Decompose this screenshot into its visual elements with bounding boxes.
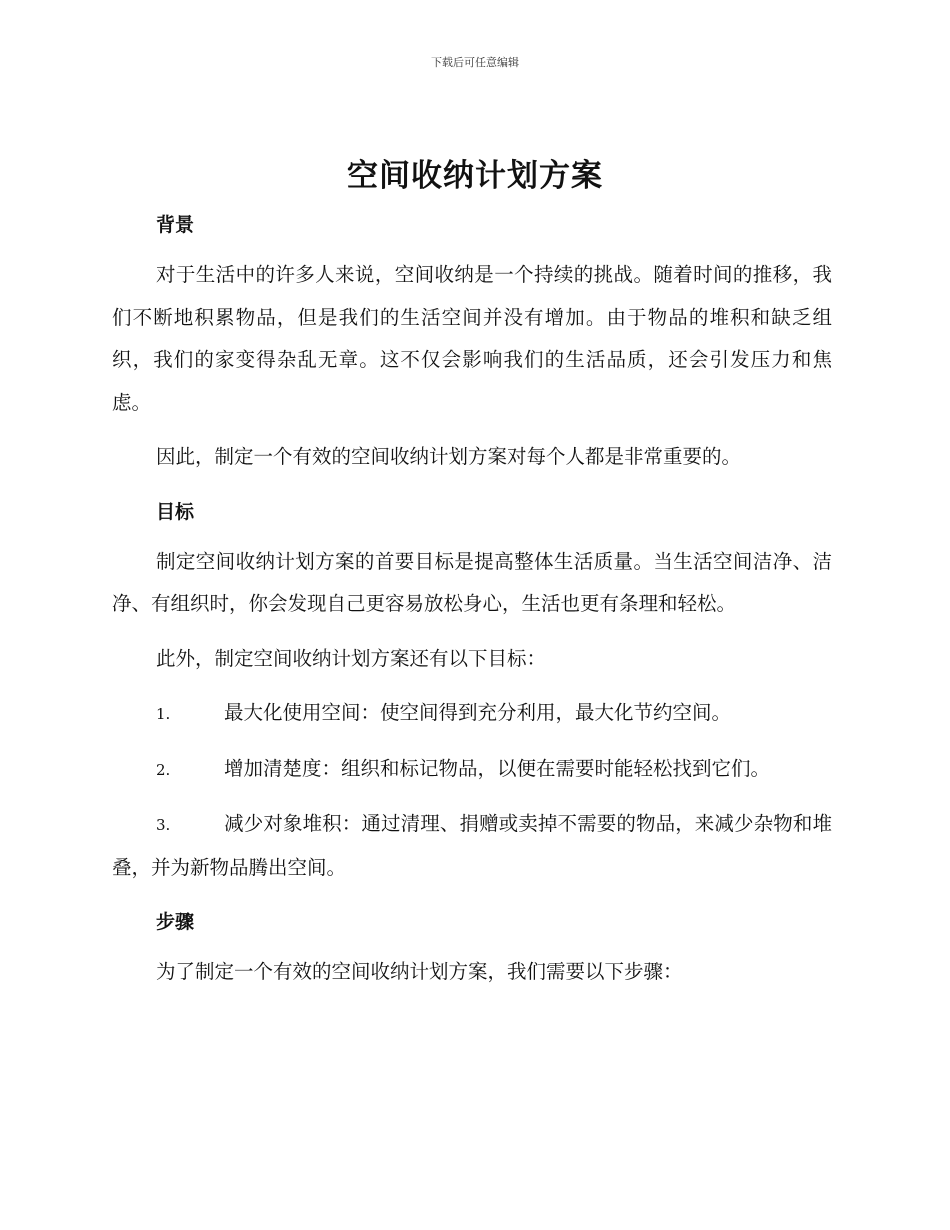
page-header-note: 下载后可任意编辑 xyxy=(431,56,519,69)
paragraph: 此外，制定空间收纳计划方案还有以下目标： xyxy=(156,646,547,670)
paragraph: 为了制定一个有效的空间收纳计划方案，我们需要以下步骤： xyxy=(156,960,683,983)
paragraph: 对于生活中的许多人来说，空间收纳是一个持续的挑战。随着时间的推移，我们不断地积累物品，但是我们的生活空间并没有增加。由于物品的堆积和缺乏组织，我们的家变得杂乱无章。这不仅会影响我们的生活品质，还会引发压力和焦虑。 xyxy=(112,263,832,414)
list-item-number: 1. xyxy=(156,705,171,723)
paragraph: 因此，制定一个有效的空间收纳计划方案对每个人都是非常重要的。 xyxy=(156,445,742,468)
section-heading-goals: 目标 xyxy=(156,500,195,523)
list-item-text: 减少对象堆积：通过清理、捐赠或卖掉不需要的物品，来减少杂物和堆叠，并为新物品腾出空间。 xyxy=(112,812,832,879)
list-item-number: 3. xyxy=(156,816,171,834)
document-title: 空间收纳计划方案 xyxy=(347,158,603,194)
section-heading-background: 背景 xyxy=(156,214,195,236)
list-item xyxy=(112,803,832,889)
list-item-text: 最大化使用空间：使空间得到充分利用，最大化节约空间。 xyxy=(224,701,732,724)
document-body xyxy=(112,198,832,1006)
paragraph: 制定空间收纳计划方案的首要目标是提高整体生活质量。当生活空间洁净、洁净、有组织时，你会发现自己更容易放松身心，生活也更有条理和轻松。 xyxy=(112,549,832,615)
list-item-number: 2. xyxy=(156,760,171,779)
list-item-text: 增加清楚度：组织和标记物品，以便在需要时能轻松找到它们。 xyxy=(224,756,771,780)
list-item xyxy=(112,748,832,792)
list-item xyxy=(112,692,832,736)
section-heading-steps: 步骤 xyxy=(156,911,195,933)
